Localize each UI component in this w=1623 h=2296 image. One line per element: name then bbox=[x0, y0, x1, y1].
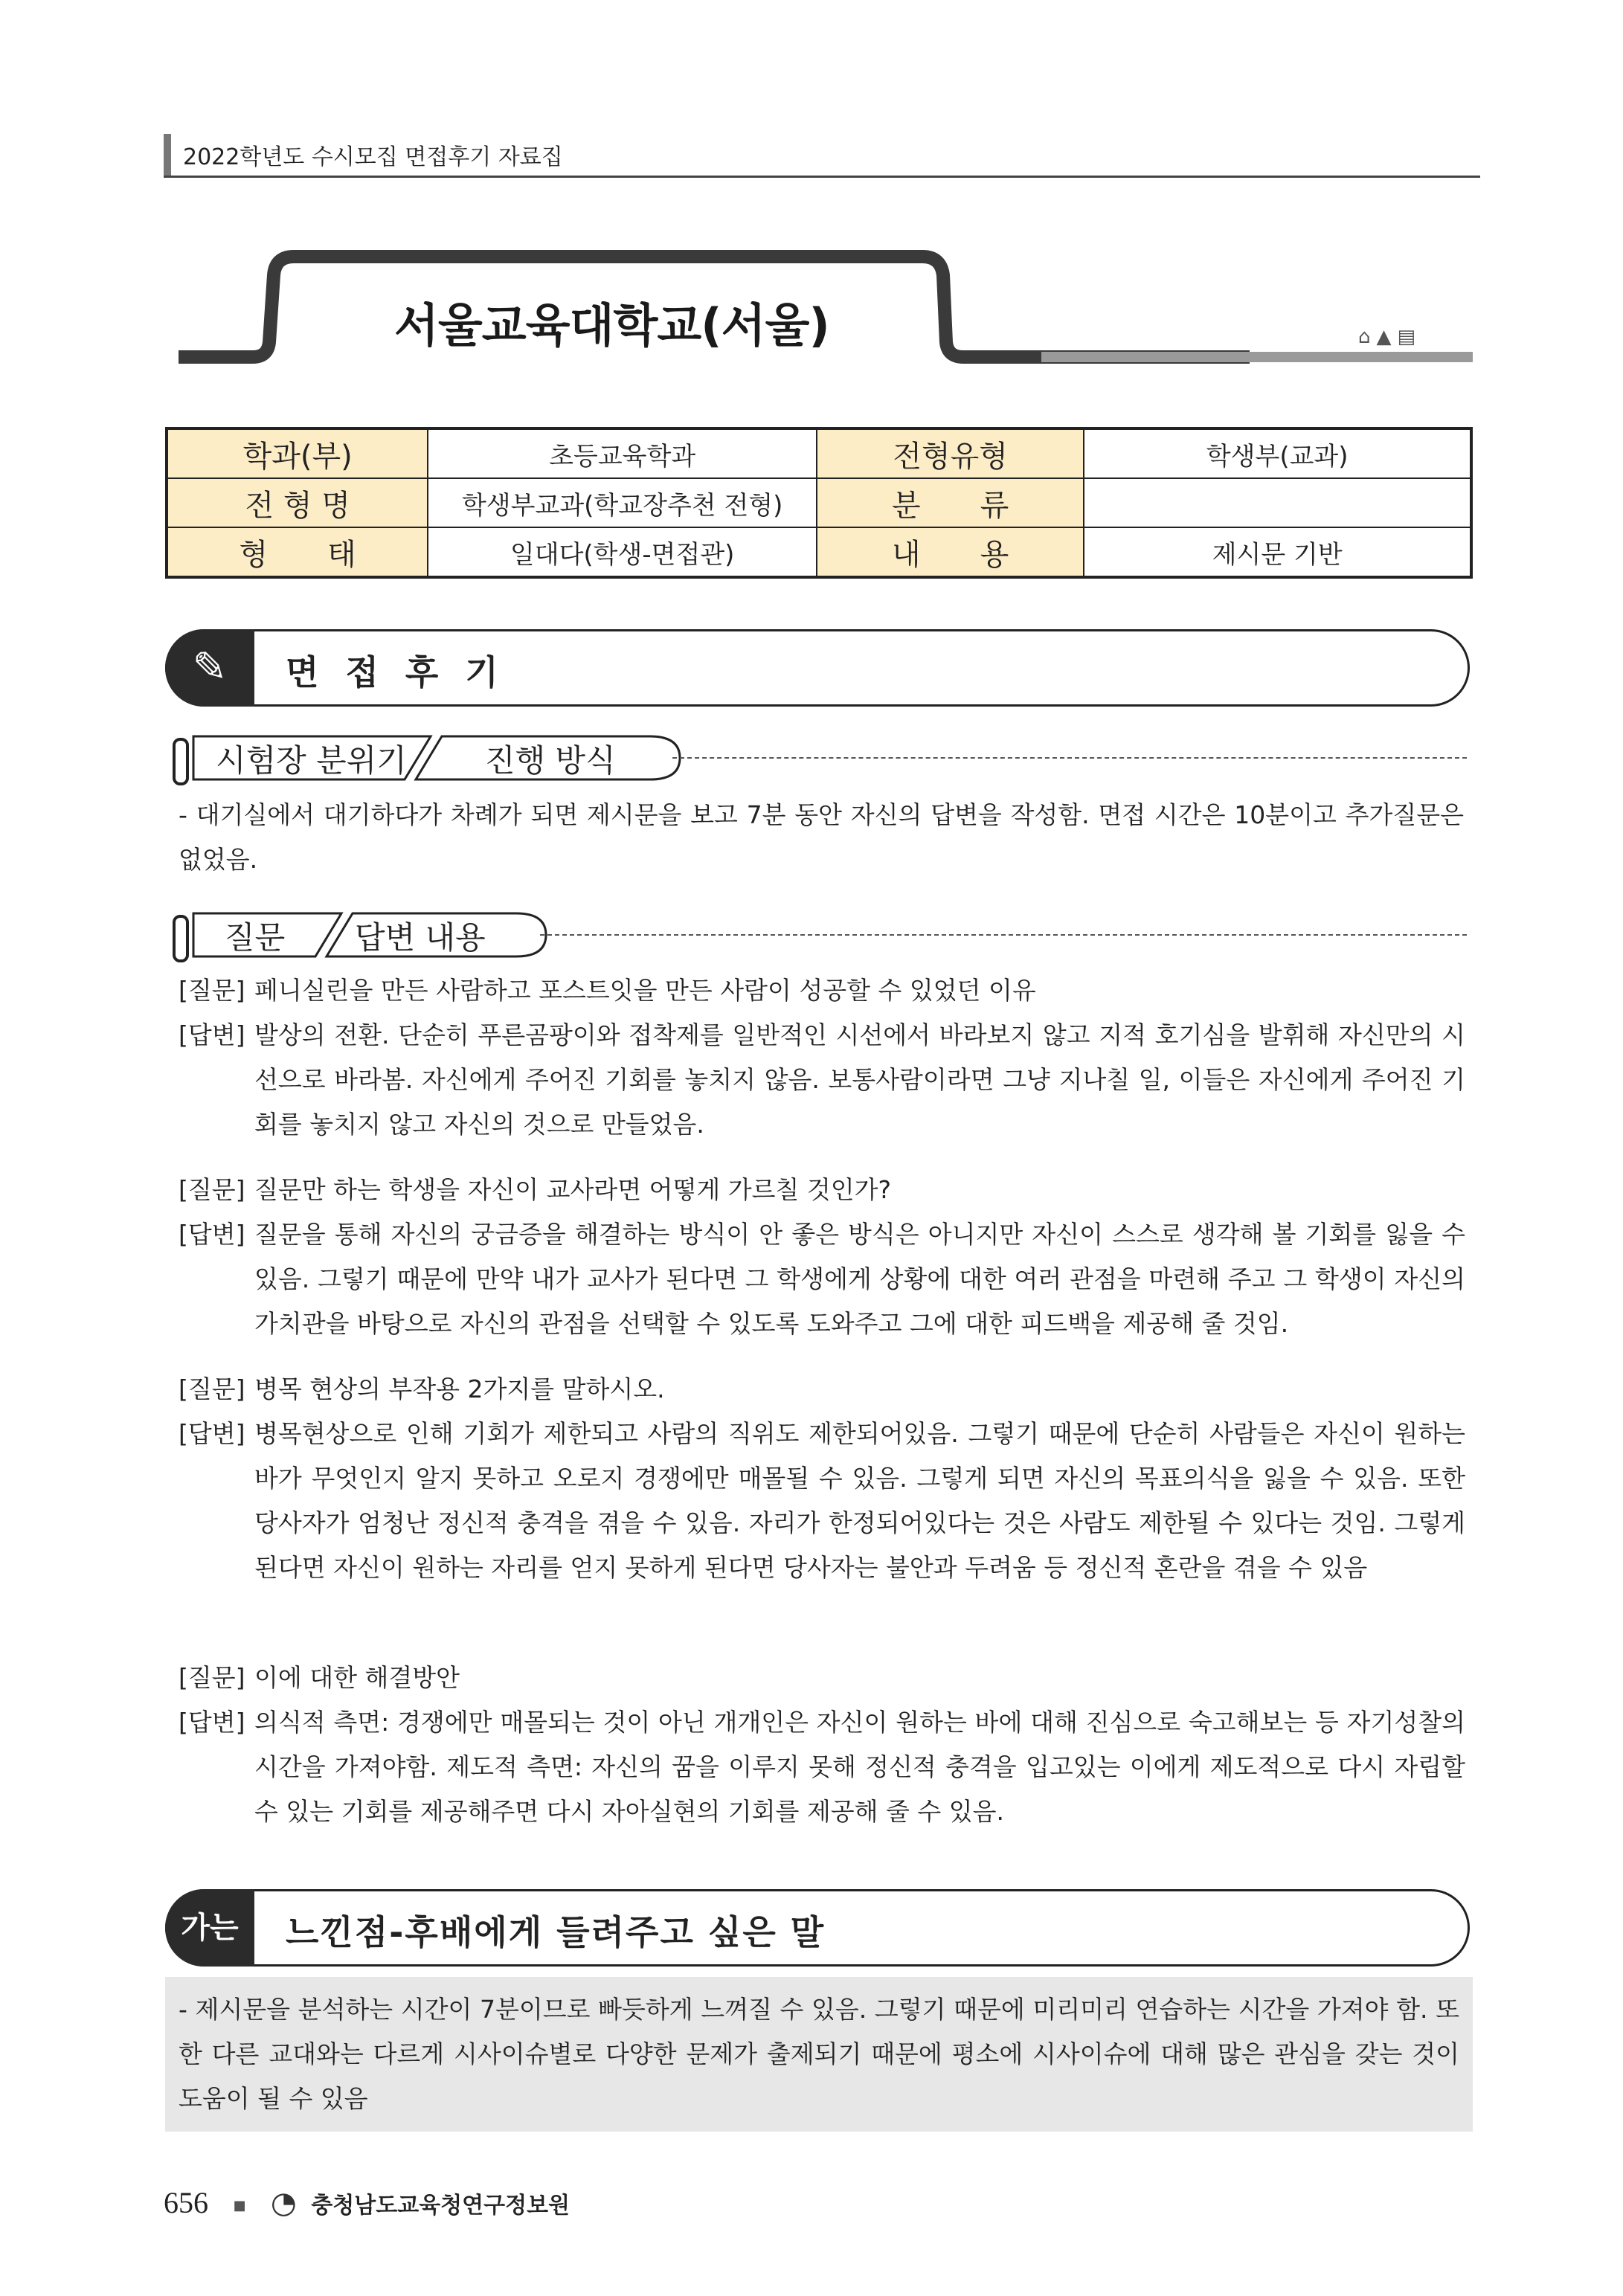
tab-divider bbox=[540, 934, 1467, 936]
org-name: 충청남도교육청연구정보원 bbox=[311, 2193, 571, 2219]
advice-box bbox=[165, 1977, 1473, 2132]
question-text: 질문만 하는 학생을 자신이 교사라면 어떻게 가르칠 것인가? bbox=[254, 1175, 892, 1204]
org-logo-icon: ◔ bbox=[270, 2186, 297, 2220]
answer-text: 병목현상으로 인해 기회가 제한되고 사람의 직위도 제한되어있음. 그렇기 때문에 단순히 사람들은 자신이 원하는 바가 무엇인지 알지 못하고 오로지 경쟁에만 매몰될 수 있음. 그렇게 되면 자신의 목표의식을 잃을 수 있음. 또한 당사자가 엄청난 정신적 충격을 겪을 수 있음. 자리가 한정되어있다는 것은 사람도 제한될 수 있다는 것임. 그렇게 된다면 자신이 원하는 자리를 얻지 못하게 된다면 당사자는 불안과 두려움 등 정신적 혼란을 겪을 수 있음 bbox=[254, 1419, 1465, 1582]
question-tag: [질문] bbox=[179, 1663, 245, 1692]
document-icon: ▤ bbox=[1397, 326, 1422, 348]
question-text: 페니실린을 만든 사람하고 포스트잇을 만든 사람이 성공할 수 있었던 이유 bbox=[254, 976, 1036, 1005]
info-table bbox=[165, 427, 1473, 579]
tab-right-label: 진행 방식 bbox=[485, 742, 616, 779]
table-cell: 학생부교과(학교장추천 전형) bbox=[428, 478, 817, 527]
table-header-cell: 학과(부) bbox=[167, 428, 428, 478]
page-number: 656 bbox=[164, 2186, 208, 2219]
tab-left-label: 질문 bbox=[225, 919, 286, 956]
answer-row bbox=[179, 1412, 1465, 1635]
section-title: 면 접 후 기 bbox=[286, 652, 506, 692]
table-row bbox=[167, 478, 1471, 527]
question-row bbox=[179, 1367, 1465, 1412]
process-tab bbox=[173, 732, 1467, 784]
table-cell: 제시문 기반 bbox=[1084, 527, 1471, 577]
table-header-cell: 형 태 bbox=[167, 527, 428, 577]
answer-text: 질문을 통해 자신의 궁금증을 해결하는 방식이 안 좋은 방식은 아니지만 자신이 스스로 생각해 볼 기회를 잃을 수 있음. 그렇기 때문에 만약 내가 교사가 된다면 그 학생에게 상황에 대한 여러 관점을 마련해 주고 그 학생이 자신의 가치관을 바탕으로 자신의 관점을 선택할 수 있도록 도와주고 그에 대한 피드백을 제공해 줄 것임. bbox=[254, 1220, 1465, 1338]
answer-row bbox=[179, 1013, 1465, 1147]
section-title: 느낀점-후배에게 들려주고 싶은 말 bbox=[286, 1912, 826, 1952]
question-tag: [질문] bbox=[179, 976, 245, 1005]
table-cell: 학생부(교과) bbox=[1084, 428, 1471, 478]
title-icons bbox=[1358, 326, 1421, 348]
answer-text: 의식적 측면: 경쟁에만 매몰되는 것이 아닌 개개인은 자신이 원하는 바에 대해 진심으로 숙고해보는 등 자기성찰의 시간을 가져야함. 제도적 측면: 자신의 꿈을 이루지 못해 정신적 충격을 입고있는 이에게 제도적으로 다시 자립할 수 있는 기회를 제공해주면 다시 자아실현의 기회를 제공해 줄 수 있음. bbox=[254, 1708, 1465, 1826]
page-footer bbox=[164, 2185, 570, 2220]
question-text: 병목 현상의 부작용 2가지를 말하시오. bbox=[254, 1374, 665, 1403]
school-icon: ⌂ bbox=[1358, 326, 1377, 348]
page-title: 서울교육대학교(서울) bbox=[394, 298, 829, 353]
table-header-cell: 분 류 bbox=[817, 478, 1084, 527]
section-badge: 가는 bbox=[165, 1889, 254, 1967]
question-row bbox=[179, 968, 1465, 1013]
advice-text: - 제시문을 분석하는 시간이 7분이므로 빠듯하게 느껴질 수 있음. 그렇기 때문에 미리미리 연습하는 시간을 가져야 함. 또한 다른 교대와는 다르게 시사이슈별로 다양한 문제가 출제되기 때문에 평소에 시사이슈에 대해 많은 관심을 갖는 것이 도움이 될 수 있음 bbox=[179, 1995, 1459, 2113]
answer-text: 발상의 전환. 단순히 푸른곰팡이와 접착제를 일반적인 시선에서 바라보지 않고 지적 호기심을 발휘해 자신만의 시선으로 바라봄. 자신에게 주어진 기회를 놓치지 않음. 보통사람이라면 그냥 지나칠 일, 이들은 자신에게 주어진 기회를 놓치지 않고 자신의 것으로 만들었음. bbox=[254, 1020, 1465, 1139]
table-header-cell: 전 형 명 bbox=[167, 478, 428, 527]
running-header bbox=[164, 134, 1480, 178]
qa-tab bbox=[173, 909, 1467, 961]
process-description: - 대기실에서 대기하다가 차례가 되면 제시문을 보고 7분 동안 자신의 답변을 작성함. 면접 시간은 10분이고 추가질문은 없었음. bbox=[179, 800, 1464, 874]
table-header-cell: 전형유형 bbox=[817, 428, 1084, 478]
table-cell: 일대다(학생-면접관) bbox=[428, 527, 817, 577]
question-tag: [질문] bbox=[179, 1374, 245, 1403]
interview-review-heading bbox=[165, 629, 1470, 707]
advice-heading bbox=[165, 1889, 1470, 1967]
footer-bullet: ■ bbox=[233, 2197, 246, 2213]
table-header-cell: 내 용 bbox=[817, 527, 1084, 577]
answer-tag: [답변] bbox=[179, 1220, 245, 1249]
tab-cap bbox=[173, 738, 189, 785]
table-cell: 초등교육학과 bbox=[428, 428, 817, 478]
header-accent-bar bbox=[164, 134, 171, 176]
answer-row bbox=[179, 1700, 1465, 1834]
tab-cap bbox=[173, 915, 189, 962]
question-tag: [질문] bbox=[179, 1175, 245, 1204]
question-text: 이에 대한 해결방안 bbox=[254, 1663, 460, 1692]
question-row bbox=[179, 1656, 1465, 1700]
running-header-text: 2022학년도 수시모집 면접후기 자료집 bbox=[183, 144, 563, 170]
answer-row bbox=[179, 1212, 1465, 1346]
table-row bbox=[167, 428, 1471, 478]
table-row bbox=[167, 527, 1471, 577]
answer-tag: [답변] bbox=[179, 1020, 245, 1049]
question-row bbox=[179, 1168, 1465, 1212]
tab-divider bbox=[672, 757, 1467, 759]
graduation-cap-icon: ▲ bbox=[1376, 326, 1398, 348]
answer-tag: [답변] bbox=[179, 1708, 245, 1737]
answer-tag: [답변] bbox=[179, 1419, 245, 1448]
tab-left-label: 시험장 분위기 bbox=[216, 742, 407, 779]
pencil-icon: ✎ bbox=[165, 629, 254, 707]
table-cell bbox=[1084, 478, 1471, 527]
tab-right-label: 답변 내용 bbox=[355, 919, 486, 956]
